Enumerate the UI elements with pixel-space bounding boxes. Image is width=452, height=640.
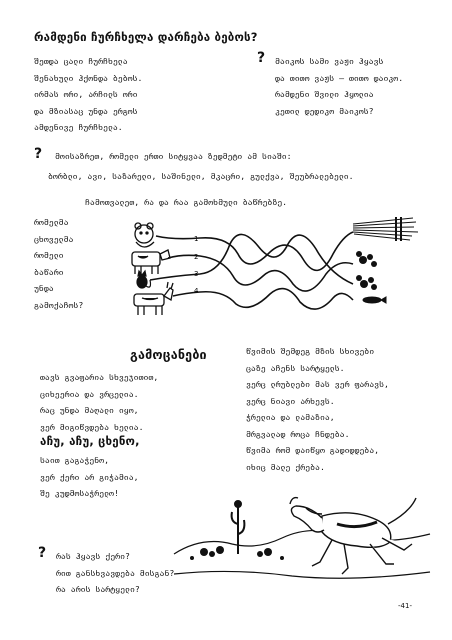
odd-word-question: მოისაზრეთ, რომელი ერთი სიტყვაა ზედმეტი ამ სიაში: [55, 151, 292, 161]
riddle-sky [40, 369, 158, 435]
question-line: ცხოველმა [34, 233, 74, 244]
running-horse-illustration [172, 484, 432, 596]
riddle-line: რაც უნდა მაღალი იყო, [40, 405, 139, 415]
horse-icon [290, 498, 416, 574]
poem-line: ირმას ორი, არჩილს ორი [34, 89, 138, 99]
maze-label: 3 [194, 270, 199, 278]
hay-bundle-icon [353, 217, 418, 241]
riddle-line: რა არის სარტყელი? [56, 584, 140, 594]
riddle-line: ჭრელია და ლამაზია, [246, 412, 335, 422]
maze-label: 1 [194, 235, 199, 243]
riddle-line: საით გაგაჭენო, [40, 455, 110, 465]
tangled-strings [150, 232, 353, 309]
question-line: რომელმა [34, 217, 69, 227]
question-mark-icon: ? [38, 545, 47, 561]
riddle-line: თავს გვაფარია სხვეჯითით, [40, 372, 159, 382]
riddle-line: რას ჰყავს ქერი? [56, 551, 130, 561]
riddle-line: ციხეერია და ვრცელია. [40, 388, 139, 399]
strings-question: ჩამოთვალეთ, რა და რაა გამოხმული ბაწრებზე. [85, 197, 288, 207]
question-line: რომელი [34, 250, 64, 260]
cat-icon [137, 271, 151, 288]
page-number [398, 602, 412, 610]
riddle-line: ვერც ლრუბლები მას ვერ ფარავს, [246, 379, 389, 389]
poem-line: შენახული ჰქონდა ბებოს. [34, 72, 143, 83]
plant-icon [356, 275, 377, 290]
riddle-line: წვიმა რომ დაიწყო გადიდდება, [246, 445, 380, 455]
bear-icon [135, 223, 154, 247]
riddle-line: მაიკოს სამი ვაჟი ჰყავს [275, 56, 384, 66]
poem-line: ამდენივე ჩურჩხელა. [34, 122, 123, 132]
riddles-section-title: გამოცანები [130, 347, 207, 362]
which-animal-question [34, 214, 83, 313]
riddle-maiko [275, 53, 403, 119]
riddle-line: ვერ მიგიწვდება ხელია. [40, 421, 144, 432]
riddle-questions [56, 548, 174, 598]
poem-line: შეთდა ცალი ჩურჩხელა [34, 56, 128, 66]
cow-icon [132, 250, 170, 274]
riddle-rainbow [246, 343, 389, 475]
question-line: გამოქაჩოს? [34, 299, 84, 310]
riddle-line: იხიც მალე ქრება. [246, 461, 325, 472]
question-line: უნდა [34, 283, 54, 293]
riddle-line: კეთილ დედიკო მაიკოს? [275, 105, 374, 116]
riddle-line: რამდენი შვილი ჰყოლია [275, 89, 374, 99]
question-mark-icon: ? [34, 146, 43, 162]
problem-title-churchkhela: რამდენი ჩურჩხელა დარჩება ბებოს? [34, 30, 258, 44]
poem-churchkhela [34, 53, 142, 136]
riddle-line: ვერ ქერი არ გიჭამია, [40, 471, 139, 482]
maze-label: 2 [194, 253, 199, 261]
riddle-line: შე კუდმოსაჭრელო! [40, 488, 119, 498]
riddle-line: წვიმის შემდეგ მზის სხივები [246, 346, 375, 356]
question-mark-icon: ? [257, 50, 266, 66]
riddle-line: რით განსხვავდება მისგან? [56, 567, 175, 578]
poem-line: და მზიასაც უნდა ერგოს [34, 105, 138, 116]
page-number-value: 41 [400, 602, 410, 610]
plant-icon [356, 251, 377, 267]
animal-string-maze [128, 214, 420, 318]
odd-word-list: ბორბლი, ავი, საზარელი, საშინელი, მკაცრი, გულქვა, შეუბრალებელი. [48, 171, 354, 181]
fish-icon [363, 297, 386, 303]
page-number-dash: - [409, 602, 412, 610]
riddle-line: ცაზე აჩენს სარტყელს. [246, 362, 345, 373]
riddle-horse [40, 452, 139, 502]
page-number-dash: - [398, 602, 401, 610]
riddle-line: და თითო ვაჟს – თითო დაიკო. [275, 72, 404, 83]
question-line: ბაწარი [34, 266, 64, 277]
maze-label: 4 [194, 287, 199, 295]
riddle-horse-title: აჩუ, აჩუ, ცხენო, [40, 434, 140, 448]
riddle-line: მრგვალად როცა ჩნდება. [246, 428, 350, 439]
riddle-line: ვერც ნიავი არხევს. [246, 395, 335, 406]
